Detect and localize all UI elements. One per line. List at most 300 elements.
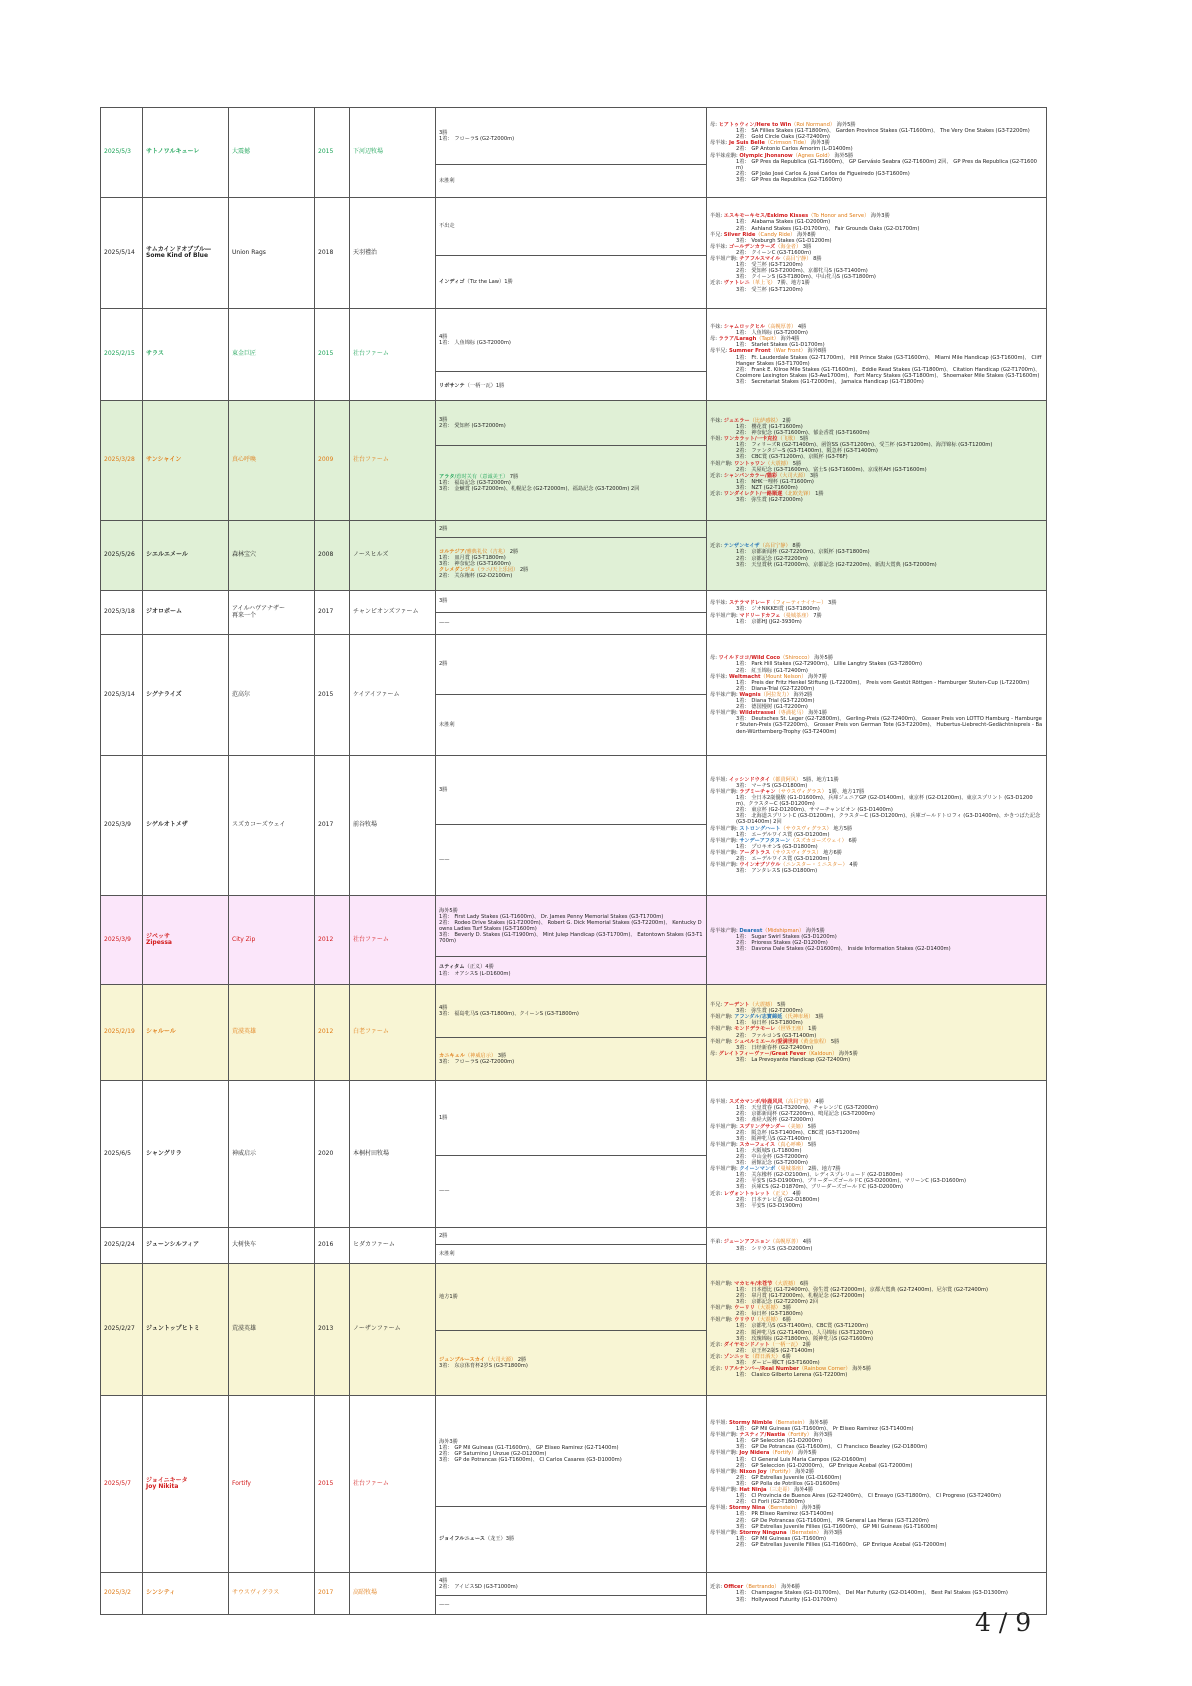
year-cell: 2017	[315, 756, 350, 896]
name-cell	[143, 1081, 229, 1228]
year-cell: 2016	[315, 1228, 350, 1264]
sibling-line: 母: ララア/Laragh（Tapit） 海外4勝	[710, 336, 800, 343]
progeny-cell	[436, 372, 707, 401]
year-cell: 2012	[315, 985, 350, 1081]
farm-cell	[350, 108, 436, 198]
siblings-cell	[707, 591, 1047, 635]
sibling-line: 1着： 京都HJ (JG2-3930m)	[736, 618, 802, 625]
sibling-line: 2着： 关屋纪念 (G3-T1600m)、富士S (G3-T1600m)、京成杯AH (G3-T1600m)	[736, 466, 927, 473]
sibling-line: 3着： CBC賞 (G3-T1200m)、京阪杯 (G3-T6F)	[736, 454, 848, 461]
sibling-line: 母半姐产駒: スプリングサンダー（美姫） 5勝	[710, 1123, 817, 1130]
sire-cell-line: アイルハヴアナザー	[232, 605, 286, 613]
progeny-line: 1着： オアシスS (L-D1600m)	[439, 970, 511, 977]
farm-cell	[350, 985, 436, 1081]
farm-cell	[350, 401, 436, 521]
name-cell-line: シャルール	[146, 1028, 176, 1036]
sire-cell-line: Union Rags	[232, 248, 266, 256]
progeny-cell	[436, 1228, 707, 1245]
table-row	[101, 591, 1047, 613]
sibling-line: 近亲: ゾンニッヒ（群日酒天） 6勝	[710, 1353, 791, 1360]
progeny-line: ——	[439, 620, 450, 627]
sibling-line: 1着： NHK一哩杯 (G1-T1600m)	[736, 478, 814, 485]
sibling-line: 半姐产駒: ワントゥワン（大震撼） 5勝	[710, 460, 802, 467]
farm-cell	[350, 591, 436, 635]
sire-cell	[229, 591, 315, 635]
table-row	[101, 108, 1047, 165]
name-cell-line: シゲルオトメザ	[146, 821, 188, 829]
sire-cell-line: スズカコーズウェイ	[232, 821, 286, 829]
progeny-cell	[436, 825, 707, 896]
sibling-line: 半姐产駒: アフンダル/志實綿延（氏神市场） 3勝	[710, 1014, 824, 1021]
progeny-line: ——	[439, 1188, 450, 1195]
sibling-line: 3着： GP De Potrancas (G1-T1600m)、 Cl Francisco Beazley (G2-D1800m)	[736, 1444, 928, 1451]
table-row	[101, 309, 1047, 372]
sibling-line: 2着： 中山金杯 (G3-T2000m)	[736, 1154, 808, 1160]
sibling-line: 3着： 北海道スプリントC (G3-D1200m)、クラスターC (G3-D1200m)、兵庫ゴールドトロフィ (G3-D1400m)、かきつばた記念 (G3-D1400m) 2回	[736, 813, 1042, 826]
farm-cell	[350, 309, 436, 401]
progeny-line: 2着： 关东権杯 (G2-D2100m)	[439, 573, 513, 580]
sibling-line: 1着： 京都新闻杯 (G2-T2200m)、京阪杯 (G3-T1800m)	[736, 549, 870, 556]
sibling-line: 2着： 日本テレビ盃 (G2-D1800m)	[736, 1196, 820, 1203]
name-cell-line: サラス	[146, 350, 164, 358]
name-cell-line: サトノワルキューレ	[146, 148, 200, 156]
progeny-line: 1勝	[439, 1114, 448, 1121]
name-cell	[143, 985, 229, 1081]
sibling-line: 3着： 產経大阪杯 (G2-T2000m)	[736, 1117, 814, 1124]
farm-cell	[350, 198, 436, 309]
sibling-line: 母半姐产駒: ラブミーチャン（サウスヴィグラス） 1勝、地方17勝	[710, 788, 865, 795]
sibling-line: 母半兄: Summer Front（War Front） 海外8勝	[710, 348, 827, 355]
sibling-line: 2着： ファルコンS (G3-T1400m)	[736, 1032, 817, 1039]
farm-cell-line: チャンピオンズファーム	[353, 608, 419, 616]
sire-cell-line: 荒漠英雄	[232, 1325, 257, 1333]
sibling-line: 1着： フィリーズR (G2-T1400m)、函馆SS (G3-T1200m)、受兰杯 (G3-T1200m)、海洋锦标 (G3-T1200m)	[736, 442, 993, 449]
name-cell	[143, 1228, 229, 1264]
sire-cell	[229, 108, 315, 198]
sire-cell-line: Fortify	[232, 1479, 251, 1487]
sibling-line: 母半妹産駒: Olympic Jhonsnow（Agnes Gold） 海外5勝	[710, 152, 854, 159]
sibling-line: 半妹: シャムロックヒル（高幌厚善） 4勝	[710, 324, 807, 331]
name-cell	[143, 309, 229, 401]
sibling-line: 3着： NZT (G2-T1600m)	[736, 484, 798, 491]
progeny-cell	[436, 165, 707, 198]
sire-cell	[229, 521, 315, 591]
siblings-cell	[707, 401, 1047, 521]
farm-cell-line: ノーザンファーム	[353, 1325, 401, 1333]
sibling-line: 母半姐产駒: ストロングハート（サウスヴィグラス） 地方5勝	[710, 825, 853, 832]
sibling-line: 1着： SA Fillies Stakes (G1-T1800m)、 Garden Province Stakes (G1-T1600m)、 The Very One Stakes (G3-T2200m)	[736, 128, 1030, 135]
progeny-cell	[436, 1264, 707, 1331]
year-cell: 2020	[315, 1081, 350, 1228]
name-cell-line: ジュントップヒトミ	[146, 1325, 200, 1333]
progeny-line: 地方1勝	[439, 1293, 458, 1300]
name-cell-line: シグナライズ	[146, 690, 182, 698]
sibling-line: 2着： 平安S (G3-D1900m)、ブリーダーズゴールドC (G3-D2000m)、マリーンC (G3-D1600m)	[736, 1178, 966, 1185]
sibling-line: 2着： Prioress Stakes (G2-D1200m)	[736, 940, 828, 946]
date-cell: 2025/6/5	[101, 1081, 143, 1228]
sire-cell-line: 東金巨匠	[232, 350, 257, 358]
sibling-line: 2着： クイーンC (G3-T1600m)	[736, 249, 812, 256]
progeny-line: 3着： フローラS (G2-T2000m)	[439, 1059, 515, 1065]
sire-cell	[229, 1081, 315, 1228]
date-cell: 2025/2/19	[101, 985, 143, 1081]
sibling-line: 母半姐产駒: クイーンマンボ（曼城茶座） 2勝、地方7勝	[710, 1166, 841, 1173]
name-cell	[143, 108, 229, 198]
sibling-line: 3着： Deutsches St. Leger (G2-T2800m)、 Gerling-Preis (G2-T2400m)、 Gosser Preis von LOTTO Hamburg - Hamburger Stuten-Preis (G3-T2200m)、 Grosser Preis von German Tote (G3-T2200m)、 Hubertus-Liebrecht-Gedächtnispreis - Baden-Württemberg-Trophy (G3-T2400m)	[736, 716, 1043, 735]
farm-cell-line: 社台ファーム	[353, 456, 389, 464]
sibling-line: 母半妹: ゴールデンカラーズ（海金者） 3勝	[710, 243, 812, 250]
sibling-line: 母: ヒアトゥウィン/Here to Win（Roi Normand） 海外5勝	[710, 122, 856, 129]
table-row	[101, 896, 1047, 957]
progeny-cell	[436, 521, 707, 538]
progeny-line: 3着： 神奈紀念 (G3-T1600m)	[439, 560, 511, 567]
date-cell: 2025/3/28	[101, 401, 143, 521]
siblings-cell	[707, 1264, 1047, 1396]
sibling-line: 1着： GP Seleccion (G1-D2000m)	[736, 1438, 822, 1445]
progeny-cell	[436, 538, 707, 591]
year-cell: 2017	[315, 1573, 350, 1615]
progeny-cell	[436, 695, 707, 756]
sibling-line: 母半姐: イッシンドウタイ（都貴阿风） 5勝、地方11勝	[710, 776, 839, 783]
progeny-line: 未胜利	[439, 721, 455, 728]
sibling-line: 母: グレイトフィーヴァー/Great Fever（Kaldoun） 海外5勝	[710, 1050, 858, 1057]
progeny-line: 3着： 东京体育杯2岁S (G3-T1800m)	[439, 1363, 528, 1369]
name-cell	[143, 756, 229, 896]
progeny-cell	[436, 1245, 707, 1264]
siblings-cell	[707, 985, 1047, 1081]
date-cell: 2025/2/27	[101, 1264, 143, 1396]
progeny-line: 3勝	[439, 416, 448, 423]
sibling-line: 3着： GP Polla de Potrillos (G1-D1600m)	[736, 1480, 840, 1487]
sibling-line: 1着： プロキオンS (G3-D1800m)	[736, 843, 818, 850]
farm-cell	[350, 635, 436, 756]
sibling-line: 3着： 日经新春杯 (G2-T2400m)	[736, 1044, 814, 1051]
sibling-line: 母半姐: スズカマンボ/铃鹿风风（高目宁静） 4勝	[710, 1099, 825, 1106]
sibling-line: 近亲: ヴァトレニ（革上飞） 7勝、地方1勝	[710, 280, 810, 287]
name-cell	[143, 401, 229, 521]
sibling-line: 2着： Diana-Trial (G2-T2200m)	[736, 685, 815, 692]
sibling-line: 1着： Ft. Lauderdale Stakes (G2-T1700m)、 Hill Prince Stake (G3-T1600m)、 Miami Mile Handicap (G3-T1600m)、 Cliff Hanger Stakes (G3-T1700m)	[736, 354, 1044, 367]
progeny-line: 未胜利	[439, 1250, 455, 1257]
name-cell-line: Zipessa	[146, 939, 172, 946]
progeny-line: 未胜利	[439, 177, 455, 184]
farm-cell	[350, 756, 436, 896]
table-row	[101, 521, 1047, 538]
sibling-line: 2着： エーデルワイス賞 (G3-D1200m)	[736, 855, 830, 862]
sibling-line: 半姐: エスキモーキセス/Eskimo Kisses（To Honor and Serve） 海外3勝	[710, 213, 890, 220]
date-cell: 2025/3/2	[101, 1573, 143, 1615]
year-cell: 2009	[315, 401, 350, 521]
progeny-cell	[436, 108, 707, 165]
progeny-cell	[436, 591, 707, 613]
sibling-line: 3着： ジオNIKKEI賞 (G3-T1800m)	[736, 606, 820, 613]
date-cell: 2025/3/9	[101, 896, 143, 985]
farm-cell-line: 社台ファーム	[353, 935, 389, 943]
name-cell	[143, 1573, 229, 1615]
sibling-line: 2着： Cl Forli (G2-T1800m)	[736, 1499, 805, 1506]
progeny-line: 1着： 福島記念 (G3-T2000m)	[439, 479, 511, 486]
year-cell: 2017	[315, 591, 350, 635]
sibling-line: 母半妹产駒: Wagnis（阿拉发力） 海外2勝	[710, 691, 813, 698]
siblings-cell	[707, 1228, 1047, 1264]
sibling-line: 母半姐产駒: チアフルスマイル（高目宁静） 8勝	[710, 256, 822, 263]
progeny-line: 1着： GP Mil Guineas (G1-T1600m)、 GP Eliseo Ramirez (G2-T1400m)	[439, 1444, 619, 1451]
sire-cell-line: 荒漠英雄	[232, 1028, 257, 1036]
sibling-line: 母半妹: Weltmacht（Mount Nelson） 海外7勝	[710, 673, 827, 680]
year-cell: 2015	[315, 1396, 350, 1573]
progeny-cell	[436, 635, 707, 695]
sibling-line: 2着： 京都記念 (G2-T2200m)	[736, 555, 808, 562]
progeny-cell	[436, 1156, 707, 1228]
sibling-line: 母半姐产駒: Nixon Joy（Fortify） 海外2勝	[710, 1468, 815, 1475]
table-row	[101, 756, 1047, 825]
sibling-line: 2着： Gold Circle Oaks (G2-T2400m)	[736, 134, 830, 141]
sibling-line: 母半姐产駒: ウインオブソウル（ニンスター・ミニスター） 4勝	[710, 862, 858, 869]
progeny-line: 1着： 人鱼锦标 (G3-T2000m)	[439, 340, 511, 346]
sibling-line: 1着： PR Eliseo Ramirez (G3-T1400m)	[736, 1511, 834, 1518]
progeny-cell	[436, 985, 707, 1038]
sibling-line: 3着： 函館記念 (G3-T2000m)	[736, 1160, 808, 1167]
progeny-cell	[436, 309, 707, 372]
year-cell: 2013	[315, 1264, 350, 1396]
progeny-line: 2着： アイビスSD (G3-T1000m)	[439, 1584, 518, 1590]
sire-cell	[229, 756, 315, 896]
sibling-line: 1着： 櫻花賞 (G1-T1600m)	[736, 423, 803, 430]
sibling-line: 2着： GP Antonio Carlos Amorim (L-D1400m)	[736, 146, 853, 153]
sire-cell	[229, 1573, 315, 1615]
progeny-line: クレメダンジュ（ラニ/天上乐园） 2勝	[439, 567, 529, 574]
sibling-line: 母半姐产駒: Joy Nidera（Fortify） 海外5勝	[710, 1450, 817, 1457]
siblings-cell	[707, 108, 1047, 198]
progeny-cell	[436, 613, 707, 635]
sibling-line: 1着： 日本德比 (G1-T2400m)、弥生賞 (G2-T2000m)、京都大賞典 (G2-T2400m)、尼尔賞 (G2-T2400m)	[736, 1286, 989, 1293]
sibling-line: 1着： 人鱼锦标 (G3-T2000m)	[736, 330, 808, 337]
progeny-line: カニキュル（神威启示） 3勝	[439, 1052, 507, 1059]
sibling-line: 半弟: ジューンアフニョン（高幌厚善） 4勝	[710, 1239, 812, 1246]
sibling-line: 1着： 受兰杯 (G3-T1200m)	[736, 262, 803, 269]
sibling-line: 母半姐: Stormy Nimble（Bernstein） 海外5勝	[710, 1420, 829, 1427]
table-row	[101, 1228, 1047, 1245]
progeny-line: 1着： フローラS (G2-T2000m)	[439, 136, 515, 142]
sire-cell-line: 森林宝穴	[232, 551, 257, 559]
siblings-cell	[707, 198, 1047, 309]
sibling-line: 母半姐: Stormy Nina（Bernstein） 海外3勝	[710, 1505, 821, 1512]
progeny-line: アラタ/惹时关有（意诚美王） 7勝	[439, 473, 519, 480]
sibling-line: 2着： Ashland Stakes (G1-D1700m)、 Fair Grounds Oaks (G2-D1700m)	[736, 225, 920, 232]
progeny-line: ——	[439, 1601, 450, 1608]
sibling-line: 半妹: ジュエラー（比萨感锐） 2勝	[710, 417, 791, 424]
progeny-line: ユティタム（正义）4勝	[439, 964, 494, 971]
sibling-line: 母半妹: ステラマドレード（フォーティナイナー） 3勝	[710, 600, 837, 607]
farm-cell-line: 社台ファーム	[353, 350, 389, 358]
farm-cell	[350, 521, 436, 591]
progeny-cell	[436, 1596, 707, 1615]
table-row	[101, 635, 1047, 695]
sibling-line: 2着： 京王杯2歳S (G2-T1400m)	[736, 1347, 815, 1354]
sibling-line: 3着： 受兰杯 (G3-T1200m)	[736, 286, 803, 293]
sibling-line: 母半姐产駒: Hat Ninja（三走哥） 海外4勝	[710, 1487, 814, 1494]
sibling-line: 半兄: Silver Ride（Candy Ride） 海外8勝	[710, 231, 816, 238]
progeny-line: ——	[439, 856, 450, 863]
progeny-line: 1着： First Lady Stakes (G1-T1600m)、 Dr. James Penny Memorial Stakes (G3-T1700m)	[439, 913, 664, 920]
progeny-line: ジュンブルースカイ（大司大源） 2勝	[439, 1356, 527, 1363]
sibling-line: 近亲: テンザンセイザ（高目宁静） 8勝	[710, 543, 801, 550]
sibling-line: 半姐产駒: ウーリリ（大震撼） 3勝	[710, 1305, 792, 1312]
progeny-line: コルテジア/雅典礼仪（吉兆） 2勝	[439, 548, 519, 555]
farm-cell	[350, 1573, 436, 1615]
sibling-line: 1着： 天皇賞春 (G1-T3200m)、チャレンジC (G3-T2000m)	[736, 1105, 879, 1112]
progeny-cell	[436, 957, 707, 985]
sibling-line: 母半姐产駒: スカーフェイス（真心呼喚） 5勝	[710, 1141, 817, 1148]
year-cell: 2018	[315, 198, 350, 309]
name-cell-line: Some Kind of Blue	[146, 252, 209, 259]
progeny-line: 4勝	[439, 1577, 448, 1584]
results-table	[100, 107, 1047, 1615]
progeny-cell	[436, 198, 707, 256]
sibling-line: 母半姐产駒: Wildstrassel（専満花马） 海外1勝	[710, 710, 828, 717]
sibling-line: 3着： ダービー卿CT (G3-T1600m)	[736, 1359, 820, 1366]
sibling-line: 近亲: リアルナンバー/Real Number（Rainbow Corner） 海外5勝	[710, 1366, 872, 1373]
sibling-line: 1着： 大阪城S (L-T1800m)	[736, 1147, 802, 1154]
sibling-line: 半姐产駒: ウリウリ（大震撼） 6勝	[710, 1317, 792, 1324]
sire-cell	[229, 198, 315, 309]
sibling-line: 母半姐产駒: アーダトラス（サウスヴィグラス） 地方6勝	[710, 849, 842, 856]
sibling-line: 3着： Hollywood Futurity (G1-D1700m)	[736, 1596, 838, 1603]
farm-cell-line: ヒダカファーム	[353, 1241, 395, 1249]
progeny-line: 3着： GP de Potrancas (G1-T1600m)、 Cl Carlos Casares (G3-D1000m)	[439, 1457, 622, 1464]
progeny-cell	[436, 1331, 707, 1396]
progeny-line: 1着： 皿月賞 (G3-T1800m)	[439, 554, 506, 561]
farm-cell-line: 本桐村田牧場	[353, 1149, 390, 1157]
sire-cell-line: 范高尔	[232, 690, 251, 698]
sibling-line: 3着： クイーンS (G3-T1800m)、中山牝马S (G3-T1800m)	[736, 274, 876, 281]
sibling-line: 2着： GP Seleccion (G1-D2000m)、 GP Enrique Acebal (G1-T2000m)	[736, 1462, 913, 1469]
sibling-line: 3着： La Prevoyante Handicap (G2-T2400m)	[736, 1056, 851, 1063]
sibling-line: 近亲: Officer（Bertrando） 海外6勝	[710, 1584, 801, 1591]
sire-cell-line: 再来一个	[232, 611, 257, 619]
sibling-line: 母半姐产駒: Stormy Ninguna（Bernstein） 海外3勝	[710, 1529, 843, 1536]
sibling-line: 母半妹产駒: Dearest（Midshipman） 海外5勝	[710, 927, 825, 934]
sibling-line: 母半姐产駒: マドリードカフェ（曼城茶座） 7勝	[710, 612, 822, 619]
sire-cell	[229, 635, 315, 756]
progeny-line: 3着： 金鯱賞 (G2-T2000m)、札幌記念 (G2-T2000m)、福島記念 (G3-T2000m) 2回	[439, 486, 640, 493]
farm-cell	[350, 1264, 436, 1396]
sibling-line: 3着： Secretariat Stakes (G1-T2000m)、 Jamaica Handicap (G1-T1800m)	[736, 378, 924, 385]
progeny-cell	[436, 446, 707, 521]
sire-cell	[229, 1228, 315, 1264]
progeny-line: 3勝	[439, 598, 448, 605]
sibling-line: 母半妹: Je Suis Belle（Crimson Tide） 海外3勝	[710, 140, 830, 147]
sibling-line: 3着： シリウスS (G3-D2000m)	[736, 1245, 813, 1252]
sire-cell-line: 大震撼	[232, 148, 251, 156]
sibling-line: 3着： Davona Dale Stakes (G2-D1600m)、 Inside Information Stakes (G2-D1400m)	[736, 946, 951, 953]
table-row	[101, 401, 1047, 446]
sibling-line: 3着： GP Pres da Republica (G2-T1600m)	[736, 176, 843, 183]
farm-cell-line: 白老ファーム	[353, 1028, 389, 1036]
sibling-line: 2着： ファンタジーS (G3-T1400m)、阪急杯 (G3-T1400m)	[736, 448, 878, 455]
sibling-line: 1着： Diana Trial (G3-T2200m)	[736, 698, 815, 705]
sibling-line: 2着： GP João José Carlos & José Carlos de Figueiredo (G3-T1600m)	[736, 170, 910, 177]
sibling-line: 2着： 德国慢树 (G1-T2200m)	[736, 704, 808, 711]
date-cell: 2025/3/18	[101, 591, 143, 635]
sibling-line: 半姐: ワンカラット/一卡克拉（飞歌） 5勝	[710, 436, 809, 443]
sibling-line: 2着： GP De Potrancas (G1-T1600m)、 PR General Las Heras (G3-T1200m)	[736, 1517, 929, 1524]
table-row	[101, 1573, 1047, 1596]
progeny-cell	[436, 1573, 707, 1596]
progeny-line: 4勝	[439, 333, 448, 340]
sire-cell	[229, 1264, 315, 1396]
table-row	[101, 1081, 1047, 1156]
progeny-line: 4勝	[439, 1004, 448, 1011]
year-cell: 2008	[315, 521, 350, 591]
farm-cell	[350, 1228, 436, 1264]
sire-cell	[229, 896, 315, 985]
sibling-line: 1着： Clasico Gilberto Lerena (G1-T2200m)	[736, 1372, 848, 1379]
name-cell-line: ジペッサ	[146, 932, 171, 940]
name-cell	[143, 896, 229, 985]
date-cell: 2025/5/3	[101, 108, 143, 198]
year-cell: 2015	[315, 108, 350, 198]
name-cell-line: シャングリラ	[146, 1149, 182, 1157]
progeny-line: 3着： Beverly D. Stakes (G1-T1900m)、 Mint Julep Handicap (G3-T1700m)、 Eatontown Stakes (G3-T1700m)	[439, 932, 703, 945]
sibling-line: 3着： Vosburgh Stakes (G1-D1200m)	[736, 237, 832, 244]
sire-cell	[229, 309, 315, 401]
date-cell: 2025/3/14	[101, 635, 143, 756]
progeny-line: 2勝	[439, 525, 448, 532]
sibling-line: 3着： 弥生賞 (G2-T2000m)	[736, 497, 803, 504]
sibling-line: 3着： マーチS (G3-D1800m)	[736, 782, 808, 789]
name-cell-line: ジューンシルフィア	[146, 1241, 199, 1249]
farm-cell-line: 社台ファーム	[353, 1479, 389, 1487]
sibling-line: 1着： 关东橡杯 (G2-D2100m)、レディスプレリュード (G2-D1800m)	[736, 1172, 903, 1179]
progeny-line: リボサンテ（一柄一瓦）1勝	[439, 382, 505, 389]
sibling-line: 1着： Cl Provincia de Buenos Aires (G2-T2400m)、 Cl Ensayo (G3-T1800m)、 Cl Progreso (G3-T2400m)	[736, 1493, 1001, 1500]
sibling-line: 3着： 玫瑰锦标 (G2-T1800m)、阪神牝马S (G2-T1600m)	[736, 1335, 873, 1342]
sibling-line: 2着： 毎日杯 (G3-T1800m)	[736, 1311, 803, 1318]
sibling-line: 母半姐产駒: サンデーアフタヌーン（スズカコーズウェイ） 6勝	[710, 837, 857, 844]
sibling-line: 2着： 愛知杯 (G3-T2000m)、京都牝马S (G3-T1400m)	[736, 268, 868, 275]
name-cell-line: シンシティ	[146, 1589, 176, 1597]
siblings-cell	[707, 1396, 1047, 1573]
sire-cell	[229, 1396, 315, 1573]
name-cell-line: サンシャイン	[146, 456, 182, 464]
sibling-line: 3着： GP Estrellas Juvenile Fillies (G1-T1600m)、 GP Mil Guineas (G1-T1600m)	[736, 1523, 938, 1530]
sibling-line: 3着： 兵庫CS (G2-D1870m)、ブリーダーズゴールドC (G3-D2000m)	[736, 1184, 904, 1191]
sibling-line: 1着： 全日本2歳優駿 (G1-D1600m)、兵庫ジュニアGP (G2-D1400m)、東京杯 (G2-D1200m)、東京スプリント (G3-D1200m)、クラスターC (G3-D1200m)	[736, 795, 1033, 808]
progeny-line: 3勝	[439, 129, 448, 136]
sibling-line: 半姐产駒: マカヒキ/未苍节（大震撼） 6勝	[710, 1280, 809, 1287]
date-cell: 2025/3/9	[101, 756, 143, 896]
siblings-cell	[707, 635, 1047, 756]
progeny-line: 2着： Rodeo Drive Stakes (G1-T2000m)、 Robert G. Dick Memorial Stakes (G3-T2200m)、 Kentucky Downs Ladies Turf Stakes (G3-T1600m)	[439, 919, 702, 932]
sibling-line: 2着： Frank E. Kilroe Mile Stakes (G1-T1600m)、 Eddie Read Stakes (G1-T1800m)、 Citation Handicap (G2-T1700m)、 Cooimore Lexington Stakes (G3-Aw1700m)、 Fort Marcy Stakes (G3-T1800m)、 Shoemaker Mile Stakes (G3-T1600m)	[736, 366, 1042, 379]
sibling-line: 1着： 京都牝马S (G3-T1400m)、CBC賞 (G3-T1200m)	[736, 1323, 869, 1330]
sibling-line: 2着： 皐月賞 (G1-T2000m)、札幌記念 (G2-T2000m)	[736, 1292, 865, 1299]
progeny-line: 3勝	[439, 786, 448, 793]
sibling-line: 半兄: アーデント（大震撼） 5勝	[710, 1002, 786, 1009]
name-cell-line: サムカインドオブブル―	[146, 245, 211, 253]
year-cell: 2015	[315, 635, 350, 756]
farm-cell-line: 高昭牧場	[353, 1589, 378, 1597]
sibling-line: 1着： Cl General Luis Maria Campos (G2-D1600m)	[736, 1456, 867, 1463]
sibling-line: 2着： GP Estrellas Juvenile (G1-D1600m)	[736, 1474, 842, 1481]
progeny-cell	[436, 896, 707, 957]
sire-cell-line: サウスヴィグラス	[232, 1589, 280, 1597]
name-cell	[143, 521, 229, 591]
progeny-cell	[436, 401, 707, 446]
name-cell-line: ジオロボーム	[146, 608, 183, 616]
farm-cell-line: 天羽禮治	[353, 248, 378, 256]
